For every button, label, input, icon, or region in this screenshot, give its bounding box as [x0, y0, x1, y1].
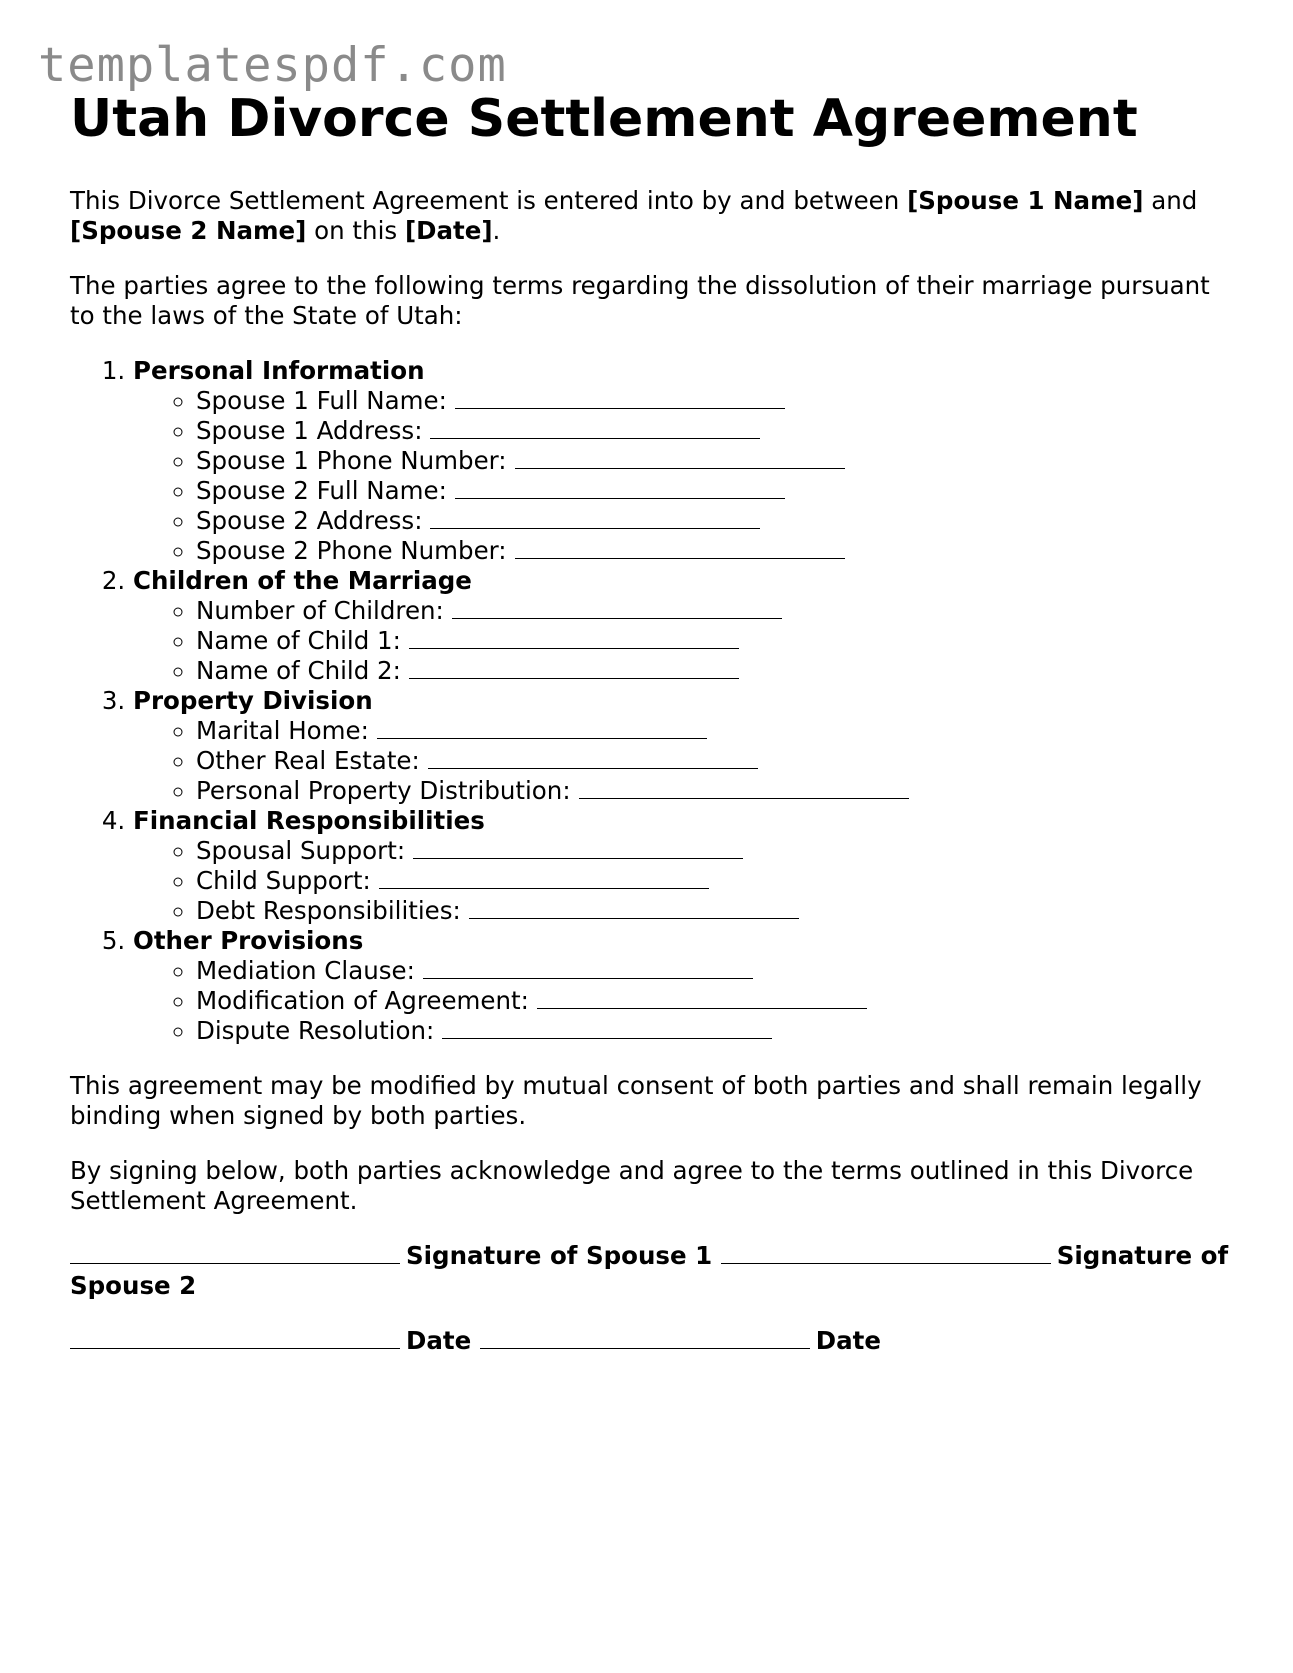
section-item — [133, 926, 1230, 1046]
field-item — [196, 626, 1230, 656]
field-label: Mediation Clause: — [196, 956, 415, 985]
field-item — [196, 776, 1230, 806]
intro-text-3: on this — [306, 216, 405, 245]
fill-in-blank[interactable] — [515, 447, 845, 469]
field-item — [196, 896, 1230, 926]
field-item — [196, 956, 1230, 986]
fill-in-blank[interactable] — [409, 627, 739, 649]
field-item — [196, 446, 1230, 476]
watermark: templatespdf.com — [38, 38, 507, 93]
field-item — [196, 986, 1230, 1016]
field-label: Spouse 1 Phone Number: — [196, 446, 507, 475]
field-item — [196, 866, 1230, 896]
field-list — [133, 386, 1230, 566]
section-item — [133, 806, 1230, 926]
fill-in-blank[interactable] — [579, 777, 909, 799]
section-item — [133, 686, 1230, 806]
field-label: Child Support: — [196, 866, 371, 895]
field-label: Marital Home: — [196, 716, 369, 745]
fill-in-blank[interactable] — [430, 507, 760, 529]
intro-paragraph — [70, 186, 1230, 246]
spouse1-signature-line[interactable] — [70, 1242, 400, 1264]
spouse1-signature-label: Signature of Spouse 1 — [406, 1241, 713, 1270]
fill-in-blank[interactable] — [430, 417, 760, 439]
acknowledgement-paragraph: By signing below, both parties acknowledge and agree to the terms outlined in this Divorce Settlement Agreement. — [70, 1156, 1194, 1215]
field-item — [196, 746, 1230, 776]
spouse2-name-placeholder: [Spouse 2 Name] — [70, 216, 307, 245]
section-item — [133, 356, 1230, 566]
field-label: Spouse 1 Address: — [196, 416, 423, 445]
spouse1-name-placeholder: [Spouse 1 Name] — [907, 186, 1144, 215]
date1-label: Date — [406, 1326, 472, 1355]
field-label: Spouse 2 Address: — [196, 506, 423, 535]
field-list — [133, 596, 1230, 686]
fill-in-blank[interactable] — [537, 987, 867, 1009]
field-item — [196, 656, 1230, 686]
field-item — [196, 836, 1230, 866]
fill-in-blank[interactable] — [515, 537, 845, 559]
field-label: Modification of Agreement: — [196, 986, 529, 1015]
document-page — [70, 86, 1230, 1356]
fill-in-blank[interactable] — [428, 747, 758, 769]
document-title: Utah Divorce Settlement Agreement — [70, 89, 1138, 149]
modification-paragraph: This agreement may be modified by mutual consent of both parties and shall remain legally binding when signed by both parties. — [70, 1071, 1202, 1130]
fill-in-blank[interactable] — [409, 657, 739, 679]
field-label: Spouse 1 Full Name: — [196, 386, 447, 415]
field-label: Name of Child 1: — [196, 626, 401, 655]
field-label: Spouse 2 Phone Number: — [196, 536, 507, 565]
field-label: Spousal Support: — [196, 836, 406, 865]
field-item — [196, 596, 1230, 626]
field-label: Debt Responsibilities: — [196, 896, 461, 925]
field-item — [196, 416, 1230, 446]
fill-in-blank[interactable] — [442, 1017, 772, 1039]
section-title: Property Division — [133, 686, 373, 715]
sections-list — [70, 356, 1230, 1046]
field-item — [196, 1016, 1230, 1046]
date-block — [70, 1326, 1230, 1356]
field-item — [196, 476, 1230, 506]
terms-intro: The parties agree to the following terms regarding the dissolution of their marriage pursuant to the laws of the State of Utah: — [70, 271, 1210, 330]
field-label: Dispute Resolution: — [196, 1016, 435, 1045]
intro-text-2: and — [1143, 186, 1198, 215]
section-title: Financial Responsibilities — [133, 806, 485, 835]
intro-text-1: This Divorce Settlement Agreement is entered into by and between — [70, 186, 908, 215]
fill-in-blank[interactable] — [423, 957, 753, 979]
date2-line[interactable] — [480, 1327, 810, 1349]
fill-in-blank[interactable] — [469, 897, 799, 919]
section-item — [133, 566, 1230, 686]
field-list — [133, 956, 1230, 1046]
field-item — [196, 716, 1230, 746]
fill-in-blank[interactable] — [455, 477, 785, 499]
field-item — [196, 536, 1230, 566]
fill-in-blank[interactable] — [413, 837, 743, 859]
date-placeholder: [Date] — [404, 216, 493, 245]
fill-in-blank[interactable] — [455, 387, 785, 409]
field-list — [133, 836, 1230, 926]
field-item — [196, 386, 1230, 416]
section-title: Children of the Marriage — [133, 566, 472, 595]
fill-in-blank[interactable] — [379, 867, 709, 889]
date2-label: Date — [815, 1326, 881, 1355]
signature-block — [70, 1241, 1230, 1301]
spouse2-signature-line[interactable] — [721, 1242, 1051, 1264]
date1-line[interactable] — [70, 1327, 400, 1349]
spouse2-signature-label: Signature of Spouse 2 — [70, 1241, 1229, 1300]
field-label: Other Real Estate: — [196, 746, 420, 775]
fill-in-blank[interactable] — [377, 717, 707, 739]
field-label: Spouse 2 Full Name: — [196, 476, 447, 505]
field-label: Number of Children: — [196, 596, 444, 625]
field-label: Name of Child 2: — [196, 656, 401, 685]
intro-text-4: . — [492, 216, 501, 245]
section-title: Personal Information — [133, 356, 425, 385]
field-list — [133, 716, 1230, 806]
fill-in-blank[interactable] — [452, 597, 782, 619]
field-label: Personal Property Distribution: — [196, 776, 571, 805]
section-title: Other Provisions — [133, 926, 364, 955]
field-item — [196, 506, 1230, 536]
